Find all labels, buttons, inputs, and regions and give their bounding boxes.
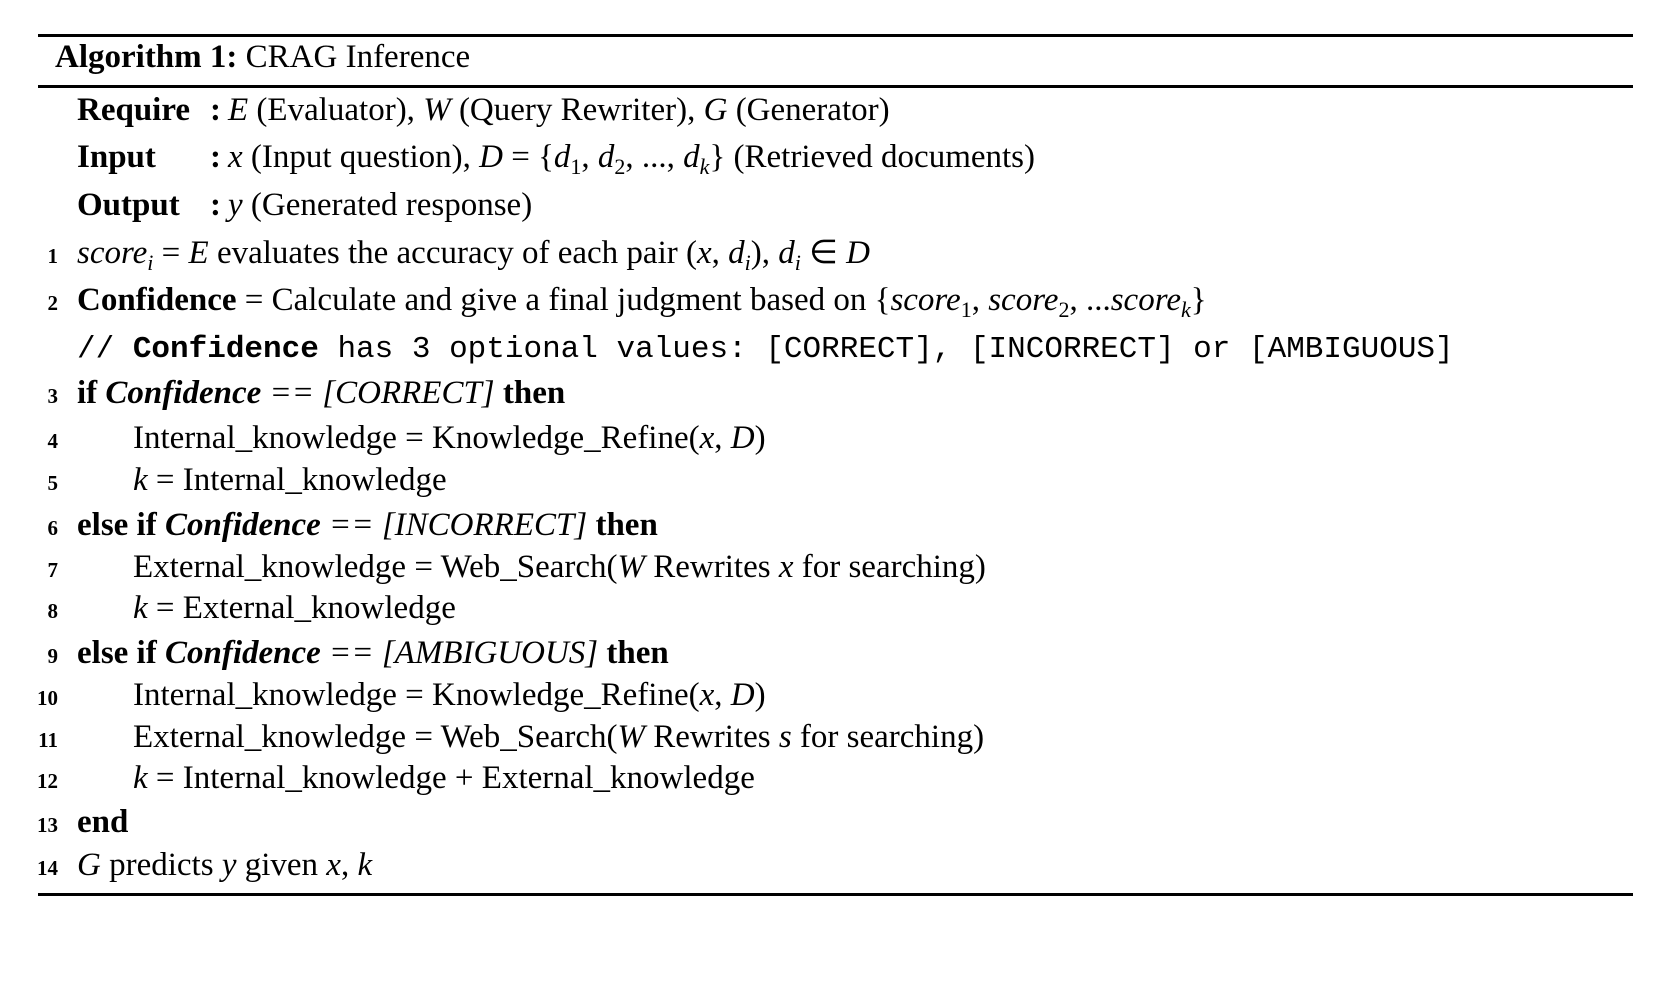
header-colon: : [210,92,221,128]
text-segment: == [CORRECT] [261,375,495,411]
text-segment: x [696,235,712,271]
text-segment: if [77,375,106,411]
text-segment: } (Retrieved documents) [709,139,1036,175]
line-text [133,588,456,628]
line-number: 6 [47,516,58,540]
text-segment: ) [754,420,766,456]
text-segment: External_knowledge = Web_Search( [133,719,618,755]
line-number: 1 [47,244,58,268]
text-segment: d [553,139,571,175]
bottom-rule [38,893,1633,896]
text-segment: (Input question), [242,139,480,175]
line-number: 11 [38,728,58,752]
text-segment: i [794,250,801,275]
text-segment: D [730,420,755,456]
text-segment: Confidence [164,507,321,543]
text-segment: score [988,282,1059,318]
line-text [133,547,986,587]
line-number: 13 [37,813,58,837]
algorithm-line [0,675,1662,715]
text-segment: x [699,420,715,456]
text-segment: score [1110,282,1181,318]
algorithm-line [0,717,1662,757]
text-segment: k [357,847,373,883]
line-text [77,233,870,283]
algorithm-line [0,233,1662,273]
line-number: 4 [47,429,58,453]
text-segment: s [778,719,792,755]
text-segment: y [221,847,237,883]
line-text [133,758,755,798]
text-segment: = Calculate and give a final judgment based on { [236,282,891,318]
line-text [77,505,658,545]
algorithm-line [0,460,1662,500]
line-text [133,717,984,757]
line-number: 10 [37,686,58,710]
text-segment: W [617,719,646,755]
text-segment: x [699,677,715,713]
header-text [228,185,532,225]
text-segment: i [744,250,751,275]
text-segment: i [147,250,154,275]
text-segment: Confidence [105,375,262,411]
algorithm-title [55,37,470,77]
text-segment: D [730,677,755,713]
text-segment: for searching) [793,549,986,585]
algorithm-name: CRAG Inference [245,39,471,75]
text-segment: x [778,549,794,585]
header-label: Require [77,92,191,128]
text-segment: = { [502,139,554,175]
text-segment: E [228,92,249,128]
text-segment: D [479,139,503,175]
text-segment: , ..., [625,139,684,175]
line-text [133,460,447,500]
text-segment: evaluates the accuracy of each pair ( [208,235,697,271]
text-segment: then [598,635,669,671]
text-segment: k [699,154,710,179]
line-number: 9 [47,644,58,668]
text-segment: k [1180,297,1191,322]
text-segment: 2 [1058,297,1070,322]
text-segment: y [228,187,243,223]
algorithm-line [0,802,1662,842]
text-segment: d [778,235,795,271]
text-segment: , [714,677,731,713]
comment-line [0,327,1662,367]
text-segment: (Generator) [727,92,890,128]
text-segment: G [77,847,101,883]
header-text [228,90,890,130]
text-segment: d [597,139,615,175]
text-segment: x [326,847,341,883]
algorithm-line [0,845,1662,885]
text-segment: k [133,760,148,796]
text-segment: , [711,235,729,271]
text-segment: D [846,235,870,271]
text-segment: Internal_knowledge = Knowledge_Refine( [133,677,700,713]
text-segment: given [236,847,327,883]
text-segment: else if [77,635,165,671]
text-segment: ∈ [800,235,847,271]
text-segment: , [340,847,358,883]
text-segment: E [188,235,209,271]
header-text [228,137,1035,187]
text-segment: ), [750,235,779,271]
line-text [77,280,1207,330]
algorithm-line [0,588,1662,628]
header-input [0,137,1662,177]
text-segment: ) [754,677,766,713]
text-segment: W [617,549,646,585]
text-segment: == [AMBIGUOUS] [320,635,599,671]
text-segment: predicts [100,847,222,883]
text-segment: for searching) [791,719,985,755]
text-segment: External_knowledge = Web_Search( [133,549,618,585]
text-segment: score [890,282,961,318]
algorithm-line [0,758,1662,798]
text-segment: = Internal_knowledge + External_knowledge [147,760,755,796]
text-segment: , ... [1069,282,1111,318]
text-segment: Confidence [77,282,237,318]
text-segment: = External_knowledge [147,590,456,626]
header-rule [38,85,1633,88]
line-text [77,327,1454,370]
algorithm-line [0,418,1662,458]
text-segment: } [1190,282,1207,318]
text-segment: G [703,92,728,128]
line-number: 7 [47,558,58,582]
header-label: Output [77,187,180,223]
line-text [77,633,669,673]
text-segment: (Generated response) [242,187,533,223]
header-label: Input [77,139,156,175]
text-segment: 2 [614,154,626,179]
text-segment: has 3 optional values: [CORRECT], [INCORRECT] or [AMBIGUOUS] [318,332,1454,367]
text-segment: = Internal_knowledge [147,462,447,498]
text-segment: d [683,139,700,175]
text-segment: score [77,235,148,271]
line-number: 2 [47,291,58,315]
text-segment: , [714,420,731,456]
line-number: 8 [47,599,58,623]
algorithm-line [0,633,1662,673]
header-output [0,185,1662,225]
line-text [77,845,372,885]
algorithm-line [0,373,1662,413]
text-segment: // [77,332,133,367]
algorithm-line [0,280,1662,320]
line-text [133,418,766,458]
text-segment: Internal_knowledge = Knowledge_Refine( [133,420,700,456]
line-text [77,802,128,842]
text-segment: , [581,139,598,175]
text-segment: == [INCORRECT] [320,507,588,543]
text-segment: k [133,462,148,498]
text-segment: d [728,235,745,271]
text-segment: W [423,92,451,128]
text-segment: (Evaluator), [248,92,424,128]
text-segment: = [153,235,189,271]
text-segment: (Query Rewriter), [450,92,704,128]
line-number: 5 [47,471,58,495]
text-segment: 1 [570,154,582,179]
text-segment: then [494,375,566,411]
line-text [133,675,766,715]
text-segment: 1 [960,297,972,322]
header-colon: : [210,139,221,175]
text-segment: Rewrites [645,719,779,755]
header-require [0,90,1662,130]
text-segment: Rewrites [645,549,779,585]
algorithm-label: Algorithm 1: [55,39,238,75]
text-segment: x [228,139,243,175]
text-segment: k [133,590,148,626]
text-segment: end [77,804,129,840]
text-segment: else if [77,507,165,543]
text-segment: then [587,507,658,543]
line-number: 3 [47,384,58,408]
line-number: 14 [37,856,58,880]
line-text [77,373,565,413]
algorithm-line [0,505,1662,545]
text-segment: Confidence [164,635,321,671]
header-colon: : [210,187,221,223]
algorithm-line [0,547,1662,587]
text-segment: , [971,282,989,318]
text-segment: Confidence [132,332,319,367]
line-number: 12 [37,769,58,793]
